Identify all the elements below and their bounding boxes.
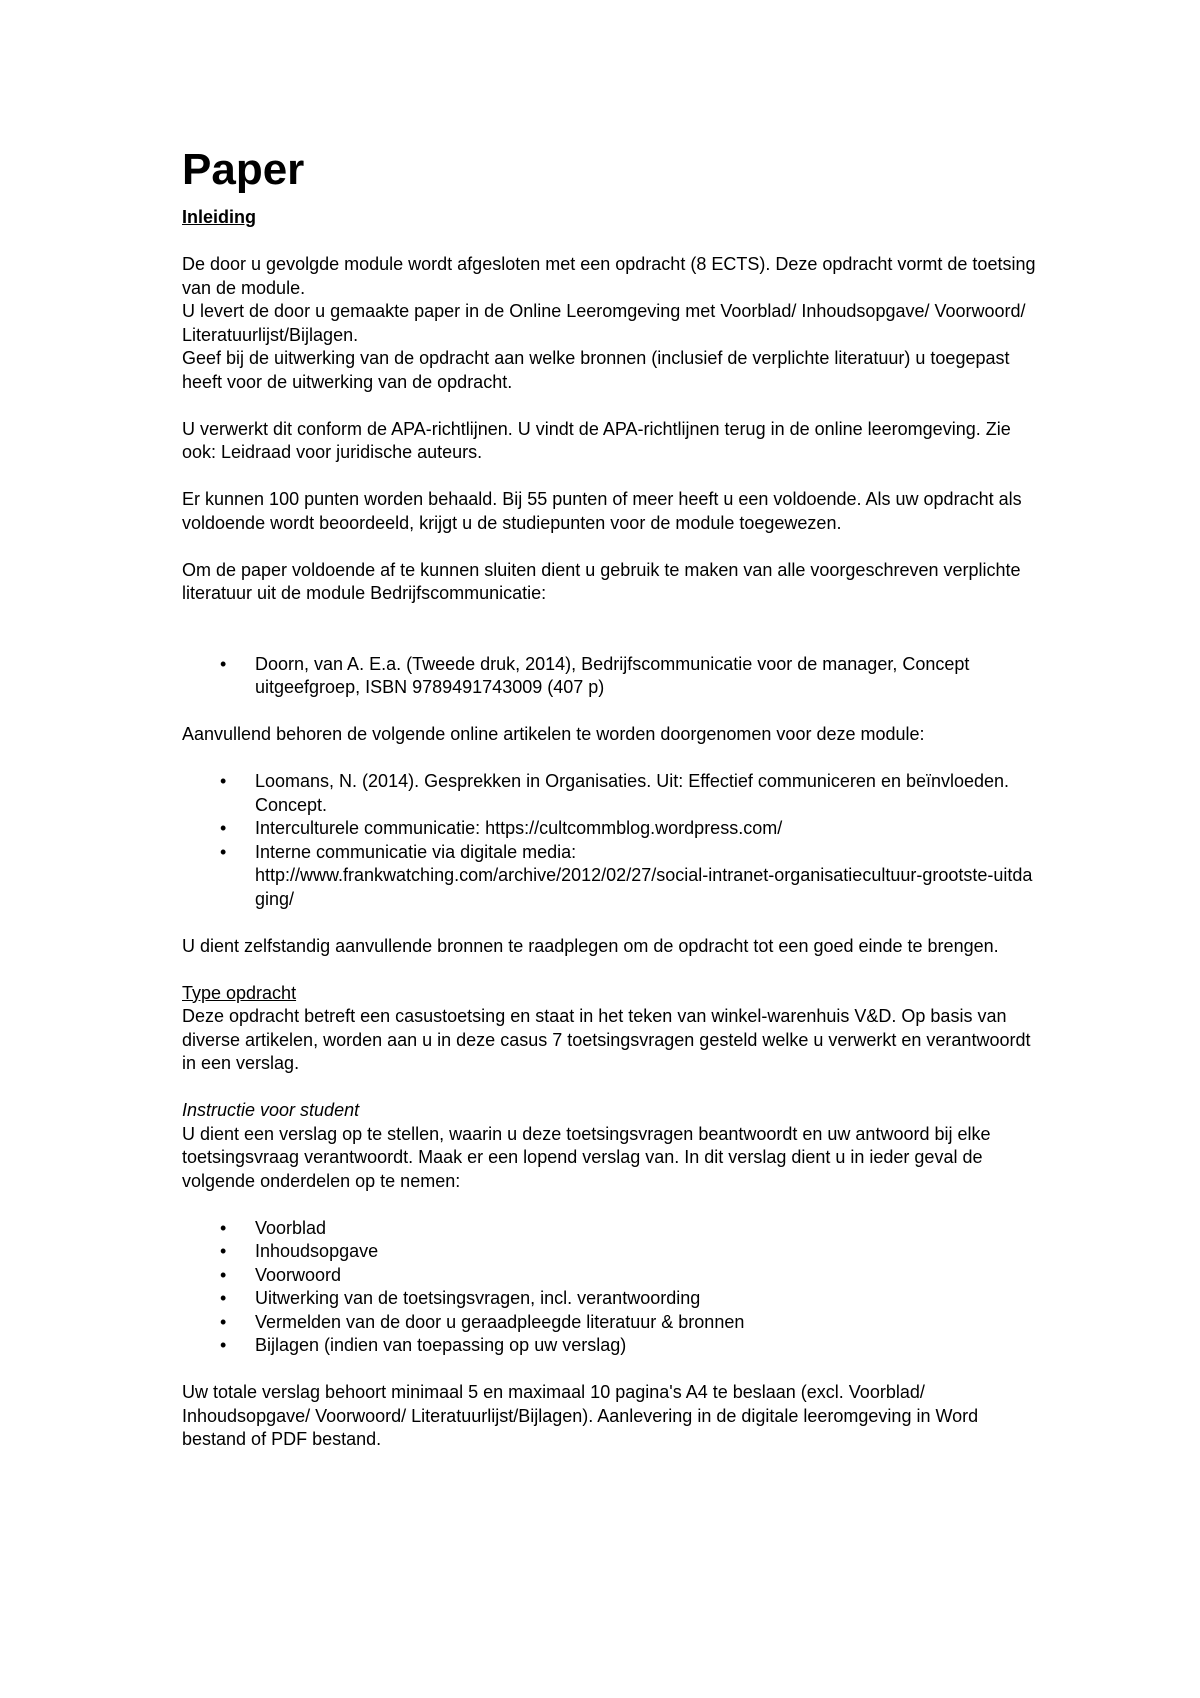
list-item-text: Interne communicatie via digitale media: [255,841,577,862]
list-item-text: Inhoudsopgave [255,1241,379,1261]
paragraph-grading: Er kunnen 100 punten worden behaald. Bij 55 punten of meer heeft u een voldoende. Als uw opdracht als voldoende wordt beoordeeld, krijgt u de studiepunten voor de module toegewezen. [182,489,1022,533]
online-articles-list [182,770,1042,911]
paragraph-closing: Uw totale verslag behoort minimaal 5 en maximaal 10 pagina's A4 te beslaan (excl. Voorblad/ Inhoudsopgave/ Voorwoord/ Literatuurlijst/Bijlagen). Aanlevering in de digitale leeromgeving in Word bestand of PDF bestand. [182,1382,979,1449]
bullet-icon: • [220,771,227,791]
bullet-icon: • [220,1288,227,1308]
list-item [182,770,1042,817]
article-url: http://www.frankwatching.com/archive/2012/02/27/social-intranet-organisatiecultuur-grootste-uitdaging/ [255,865,1033,909]
list-item [182,1334,1042,1358]
list-item [182,1287,1042,1311]
paragraph-intro: De door u gevolgde module wordt afgesloten met een opdracht (8 ECTS). Deze opdracht vormt de toetsing van de module. [182,254,1036,298]
list-item [182,1217,1042,1241]
paragraph-submission: U levert de door u gemaakte paper in de Online Leeromgeving met Voorblad/ Inhoudsopgave/ Voorwoord/ Literatuurlijst/Bijlagen. [182,301,1026,345]
bullet-icon: • [220,1311,227,1332]
bullet-icon: • [220,1241,227,1261]
paragraph-articles-intro: Aanvullend behoren de volgende online artikelen te worden doorgenomen voor deze module: [182,724,925,744]
list-item-text: Uitwerking van de toetsingsvragen, incl. verantwoording [255,1288,701,1308]
list-item-text: Interculturele communicatie: https://cultcommblog.wordpress.com/ [255,818,783,838]
bullet-icon: • [220,818,227,838]
list-item-text: Bijlagen (indien van toepassing op uw verslag) [255,1335,627,1355]
paragraph-self-study: U dient zelfstandig aanvullende bronnen te raadplegen om de opdracht tot een goed einde te brengen. [182,935,999,956]
bullet-icon: • [220,841,227,862]
paragraph-sources: Geef bij de uitwerking van de opdracht aan welke bronnen (inclusief de verplichte literatuur) u toegepast heeft voor de uitwerking van de opdracht. [182,348,1010,392]
list-item [182,1264,1042,1288]
paragraph-literature-intro: Om de paper voldoende af te kunnen sluiten dient u gebruik te maken van alle voorgeschreven verplichte literatuur uit de module Bedrijfscommunicatie: [182,559,1021,603]
bullet-icon: • [220,1335,227,1355]
section-heading-type-opdracht: Type opdracht [182,982,297,1003]
section-heading-instructie: Instructie voor student [182,1100,360,1120]
paragraph-apa: U verwerkt dit conform de APA-richtlijnen. U vindt de APA-richtlijnen terug in de online leeromgeving. Zie ook: Leidraad voor juridische auteurs. [182,418,1011,462]
page-title: Paper [182,145,305,194]
list-item [182,1240,1042,1264]
list-item [182,653,1042,700]
list-item-text: Doorn, van A. E.a. (Tweede druk, 2014), Bedrijfscommunicatie voor de manager, Concept uitgeefgroep, ISBN 9789491743009 (407 p) [255,653,970,697]
list-item-text: Loomans, N. (2014). Gesprekken in Organisaties. Uit: Effectief communiceren en beïnvloeden. Concept. [255,771,1010,815]
document-body [182,206,1042,1452]
document-content [182,140,1042,1452]
list-item [182,817,1042,841]
bullet-icon: • [220,653,227,674]
bullet-icon: • [220,1217,227,1238]
bullet-icon: • [220,1264,227,1285]
section-heading-inleiding: Inleiding [182,207,256,227]
list-item-text: Voorwoord [255,1264,342,1285]
required-literature-list [182,653,1042,700]
list-item-text: Vermelden van de door u geraadpleegde literatuur & bronnen [255,1311,745,1332]
list-item-text: Voorblad [255,1217,327,1238]
paragraph-type-opdracht: Deze opdracht betreft een casustoetsing en staat in het teken van winkel-warenhuis V&D. Op basis van diverse artikelen, worden aan u in deze casus 7 toetsingsvragen gesteld welke u verwerkt en verantwoordt in een verslag. [182,1006,1031,1073]
paragraph-instructie: U dient een verslag op te stellen, waarin u deze toetsingsvragen beantwoordt en uw antwoord bij elke toetsingsvraag verantwoordt. Maak er een lopend verslag van. In dit verslag dient u in ieder geval de volgende onderdelen op te nemen: [182,1123,991,1191]
report-sections-list [182,1217,1042,1358]
list-item [182,1311,1042,1335]
list-item [182,841,1042,912]
